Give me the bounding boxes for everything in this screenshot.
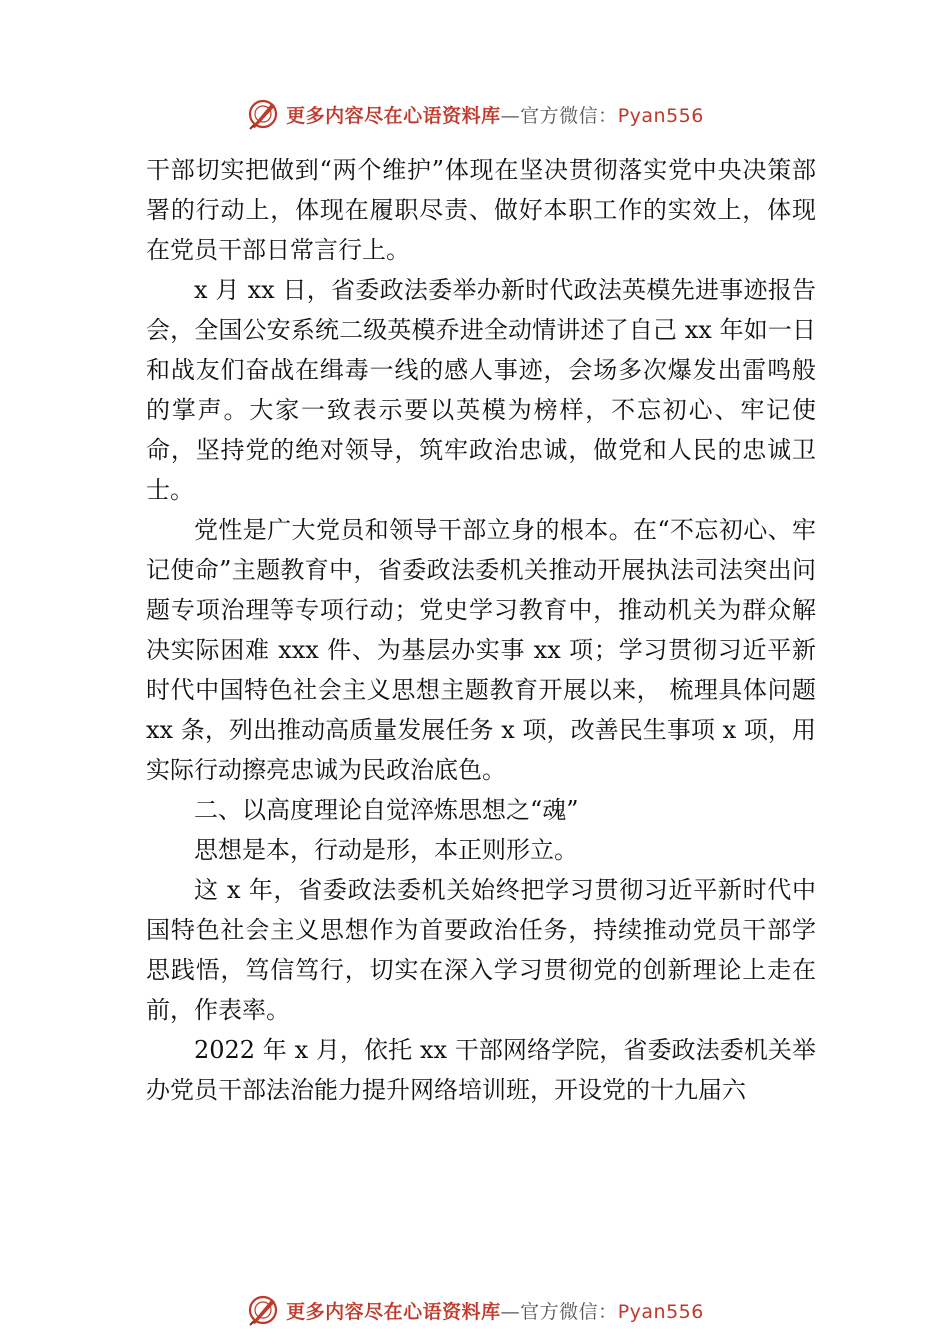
watermark-text — [286, 1297, 704, 1324]
watermark-id: Pyan556 — [617, 104, 704, 127]
watermark-main: 更多内容尽在心语资料库 — [286, 1300, 501, 1323]
footer-watermark — [0, 1290, 950, 1330]
document-body — [146, 150, 816, 1110]
paragraph-1: 干部切实把做到“两个维护”体现在坚决贯彻落实党中央决策部署的行动上，体现在履职尽责、做好本职工作的实效上，体现在党员干部日常言行上。 — [146, 156, 816, 264]
paragraph-2: x 月 xx 日，省委政法委举办新时代政法英模先进事迹报告会，全国公安系统二级英模乔进全动情讲述了自己 xx 年如一日和战友们奋战在缉毒一线的感人事迹，会场多次爆发出雷鸣般的掌声。大家一致表示要以英模为榜样，不忘初心、牢记使命，坚持党的绝对领导，筑牢政治忠诚，做党和人民的忠诚卫士。 — [146, 276, 816, 504]
section-heading: 二、以高度理论自觉淬炼思想之“魂” — [194, 796, 579, 824]
watermark-text — [286, 101, 704, 128]
quill-seal-icon — [246, 1293, 280, 1327]
paragraph-4: 思想是本，行动是形，本正则形立。 — [194, 836, 578, 864]
watermark-id: Pyan556 — [617, 1300, 704, 1323]
header-watermark — [0, 94, 950, 134]
watermark-sub: —官方微信： — [500, 104, 618, 127]
paragraph-5: 这 x 年，省委政法委机关始终把学习贯彻习近平新时代中国特色社会主义思想作为首要政治任务，持续推动党员干部学思践悟，笃信笃行，切实在深入学习贯彻党的创新理论上走在前，作表率。 — [146, 876, 816, 1024]
paragraph-3: 党性是广大党员和领导干部立身的根本。在“不忘初心、牢记使命”主题教育中，省委政法委机关推动开展执法司法突出问题专项治理等专项行动；党史学习教育中，推动机关为群众解决实际困难 xxx 件、为基层办实事 xx 项；学习贯彻习近平新时代中国特色社会主义思想主题教育开展以来， 梳理具体问题 xx 条，列出推动高质量发展任务 x 项，改善民生事项 x 项，用实际行动擦亮忠诚为民政治底色。 — [146, 516, 816, 784]
paragraph-6: 2022 年 x 月，依托 xx 干部网络学院，省委政法委机关举办党员干部法治能力提升网络培训班，开设党的十九届六 — [146, 1036, 816, 1104]
quill-seal-icon — [246, 97, 280, 131]
watermark-sub: —官方微信： — [500, 1300, 618, 1323]
watermark-main: 更多内容尽在心语资料库 — [286, 104, 501, 127]
